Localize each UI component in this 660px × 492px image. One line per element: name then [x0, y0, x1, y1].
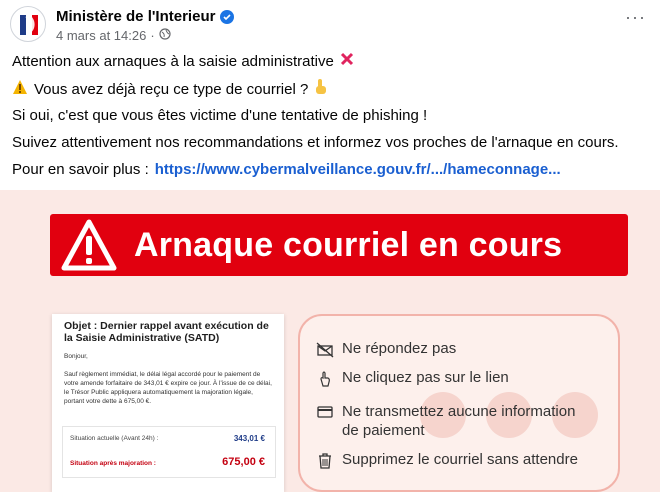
post-timestamp[interactable]: 4 mars at 14:26: [56, 28, 147, 43]
page-name[interactable]: [56, 8, 234, 25]
tip-3-text-line-2: de paiement: [342, 422, 425, 439]
trash-icon: [316, 452, 334, 470]
page-avatar[interactable]: [10, 6, 46, 42]
more-options-button[interactable]: ···: [625, 7, 646, 27]
post-meta: [56, 28, 171, 43]
post-line-3: [12, 107, 427, 124]
globe-icon: [159, 28, 171, 43]
post-line-1: [12, 52, 354, 70]
post-text-5: Pour en savoir plus :: [12, 161, 149, 178]
post-line-2: [12, 79, 328, 99]
tip-no-payment-info: [316, 402, 575, 440]
post-line-4: [12, 134, 619, 151]
warning-triangle-icon: [60, 218, 118, 277]
post-text-3: Si oui, c'est que vous êtes victime d'une tentative de phishing !: [12, 107, 428, 124]
post-text-1: Attention aux arnaques à la saisie administrative: [12, 52, 334, 70]
cross-mark-emoji: [340, 52, 354, 70]
cybermalveillance-link[interactable]: https://www.cybermalveillance.gouv.fr/.../hameconnage...: [154, 161, 561, 178]
email-body: Sauf règlement immédiat, le délai légal accordé pour le paiement de votre amende forfaitaire de 343,01 € expire ce jour. À l'issue de ce délai, le Trésor Public appliquera automatiquement la majoration légale, portant votre dette à 675,00 €.: [64, 371, 272, 405]
amount-row-2-label: Situation après majoration :: [70, 460, 156, 467]
tip-2-text: Ne cliquez pas sur le lien: [342, 369, 509, 386]
tip-no-reply: [316, 340, 456, 359]
post-text-4: Suivez attentivement nos recommandations et informez vos proches de l'arnaque en cours.: [12, 134, 619, 151]
click-icon: [316, 370, 334, 388]
author-name[interactable]: Ministère de l'Interieur: [56, 8, 216, 25]
meta-separator: ·: [150, 28, 155, 43]
email-subject: Objet : Dernier rappel avant exécution de la Saisie Administrative (SATD): [64, 320, 269, 344]
email-greeting: Bonjour,: [64, 353, 88, 360]
tip-3-text-line-1: Ne transmettez aucune information: [342, 403, 576, 420]
tip-1-text: Ne répondez pas: [342, 340, 457, 357]
post-line-5: [12, 161, 561, 178]
tip-delete-email: [316, 451, 578, 470]
verified-badge-icon: [220, 10, 234, 24]
tip-no-click: [316, 369, 509, 388]
card-icon: [316, 403, 334, 421]
pointing-down-emoji: [314, 79, 328, 99]
tip-4-text: Supprimez le courriel sans attendre: [342, 451, 578, 468]
amount-row-1-label: Situation actuelle (Avant 24h) :: [70, 435, 159, 442]
amount-row-1-value: 343,01 €: [233, 434, 265, 443]
amount-row-2-value: 675,00 €: [222, 456, 265, 468]
post-text-2: Vous avez déjà reçu ce type de courriel ?: [34, 80, 309, 98]
no-mail-icon: [316, 341, 334, 359]
warning-emoji: [12, 79, 28, 99]
banner-title: Arnaque courriel en cours: [134, 226, 563, 264]
